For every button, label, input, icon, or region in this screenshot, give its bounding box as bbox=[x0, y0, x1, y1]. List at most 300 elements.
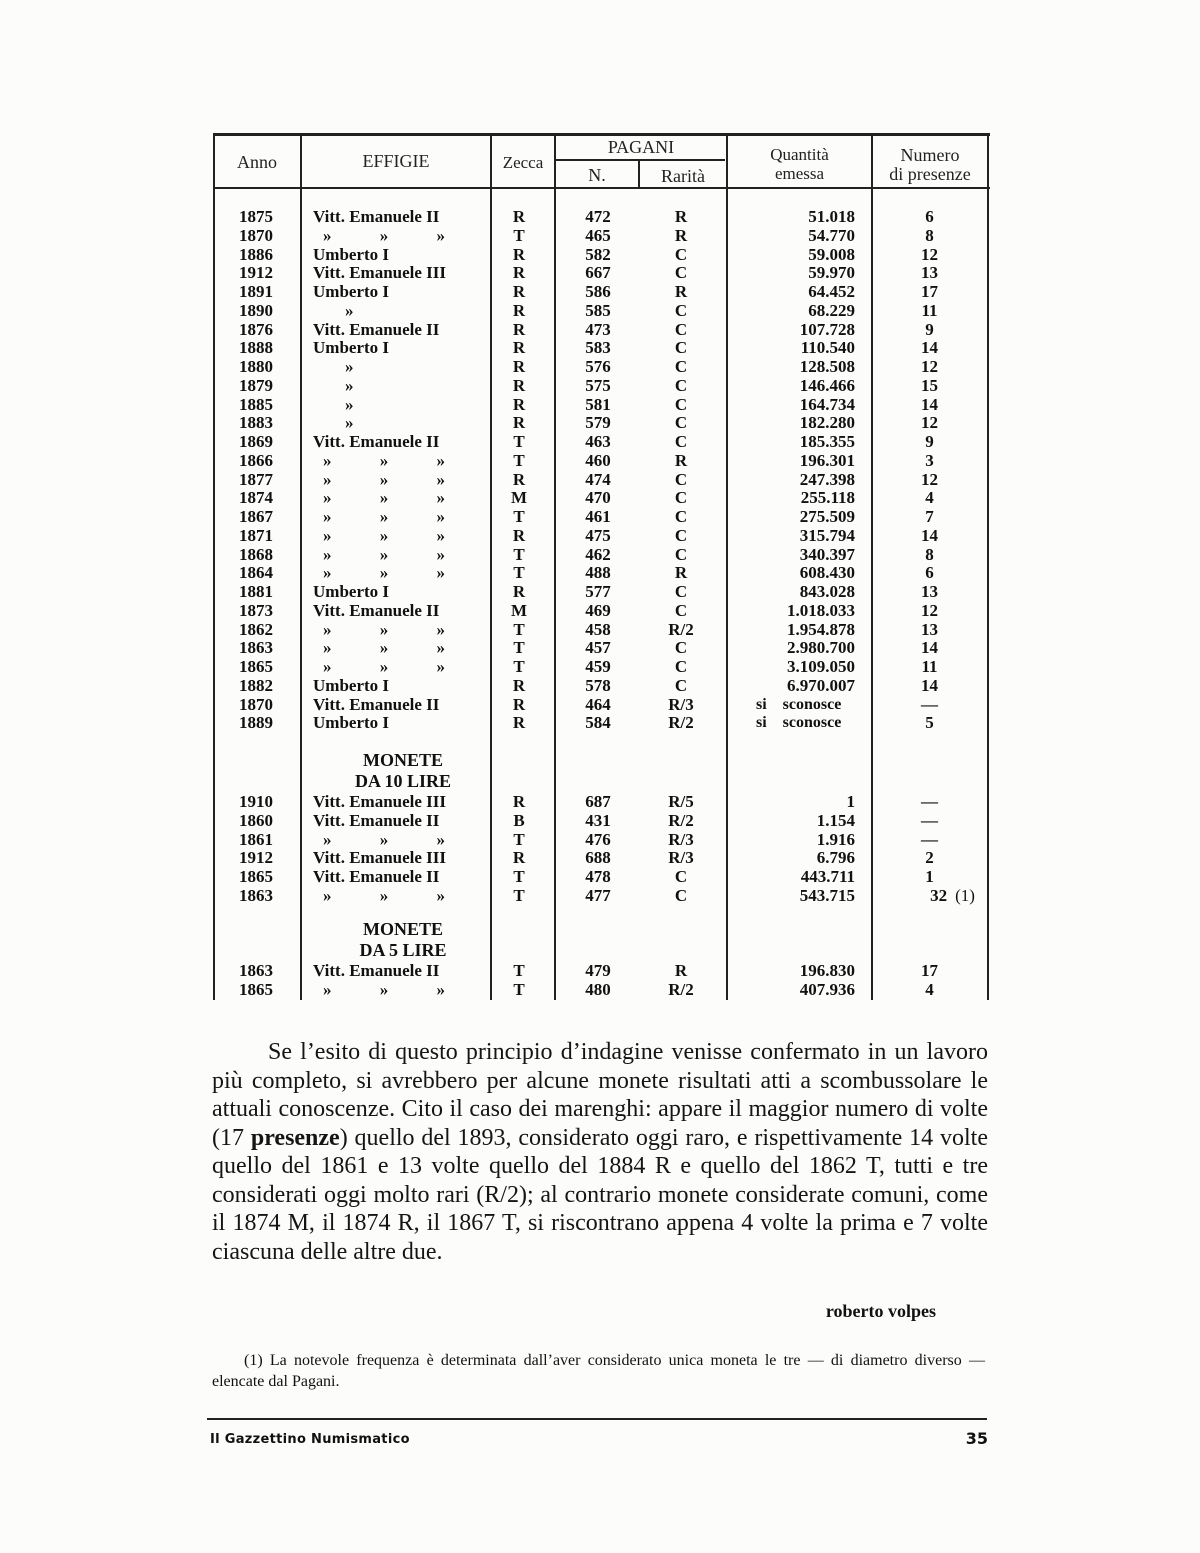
cell-quantita: 255.118 bbox=[800, 488, 855, 508]
table-row bbox=[213, 488, 990, 507]
cell-pagani-n: 469 bbox=[585, 600, 611, 620]
cell-rarita: R bbox=[674, 225, 688, 245]
table-row bbox=[213, 657, 990, 676]
cell-zecca: R bbox=[512, 244, 526, 264]
cell-anno: 1867 bbox=[239, 507, 273, 526]
table-row bbox=[213, 357, 990, 376]
cell-anno: 1864 bbox=[239, 563, 273, 583]
cell-effigie: » » » bbox=[323, 979, 445, 999]
cell-presenze bbox=[873, 301, 986, 320]
cell-quantita: 340.397 bbox=[799, 544, 855, 564]
cell-effigie: » » » bbox=[323, 619, 445, 639]
cell-presenze-value: 14 bbox=[921, 675, 938, 695]
cell-pagani-n: 472 bbox=[585, 207, 611, 226]
cell-effigie: Vitt. Emanuele II bbox=[313, 207, 440, 226]
table-row bbox=[213, 830, 990, 849]
cell-presenze bbox=[873, 582, 986, 601]
cell-zecca: T bbox=[513, 619, 525, 639]
cell-pagani-n: 479 bbox=[585, 961, 611, 980]
cell-anno: 1910 bbox=[239, 792, 273, 811]
header-rarita: Rarità bbox=[661, 166, 705, 186]
cell-anno: 1890 bbox=[239, 300, 273, 320]
table-row bbox=[213, 620, 990, 639]
table-row bbox=[213, 226, 990, 245]
cell-rarita: R/2 bbox=[668, 979, 694, 999]
cell-rarita: C bbox=[674, 375, 688, 395]
header-effigie: EFFIGIE bbox=[362, 151, 430, 171]
cell-rarita: R/2 bbox=[668, 810, 694, 830]
cell-zecca: R bbox=[512, 469, 526, 489]
table-row bbox=[213, 395, 990, 414]
cell-anno: 1883 bbox=[239, 413, 273, 433]
cell-presenze bbox=[873, 695, 986, 714]
table-row bbox=[213, 713, 990, 732]
cell-presenze bbox=[873, 507, 986, 526]
cell-rarita: C bbox=[674, 885, 688, 905]
cell-zecca: T bbox=[513, 867, 525, 886]
table-row bbox=[213, 886, 990, 905]
cell-anno: 1862 bbox=[239, 619, 273, 639]
header-quantita-line2: emessa bbox=[774, 164, 825, 183]
cell-presenze bbox=[873, 620, 986, 639]
table-row bbox=[213, 695, 990, 714]
cell-quantita: 128.508 bbox=[799, 357, 855, 376]
header-zecca: Zecca bbox=[502, 153, 544, 172]
cell-quantita: 3.109.050 bbox=[787, 657, 855, 676]
cell-presenze-value: 12 bbox=[921, 469, 938, 489]
cell-quantita: 6.970.007 bbox=[787, 675, 855, 695]
table-row bbox=[213, 507, 990, 526]
cell-zecca: T bbox=[513, 961, 525, 980]
cell-zecca: T bbox=[513, 450, 525, 470]
table-row bbox=[213, 301, 990, 320]
table-row bbox=[213, 470, 990, 489]
cell-pagani-n: 473 bbox=[585, 319, 611, 339]
cell-pagani-n: 581 bbox=[585, 394, 611, 414]
cell-quantita: 59.970 bbox=[808, 263, 855, 283]
cell-quantita: 315.794 bbox=[799, 525, 855, 545]
cell-presenze-value: 12 bbox=[921, 357, 938, 376]
cell-presenze-value: 1 bbox=[925, 867, 934, 886]
cell-zecca: T bbox=[513, 638, 525, 658]
cell-presenze-value: 13 bbox=[921, 582, 938, 601]
table-row bbox=[213, 263, 990, 282]
footnote-text: (1) La notevole frequenza è determinata dall’aver considerato unica moneta le tre — di diametro diverso — elencate dal Pagani. bbox=[212, 1352, 985, 1390]
cell-zecca: R bbox=[512, 207, 526, 226]
cell-pagani-n: 431 bbox=[585, 810, 611, 830]
cell-presenze bbox=[873, 395, 986, 414]
cell-anno: 1860 bbox=[239, 810, 273, 830]
cell-presenze-value: 13 bbox=[921, 263, 938, 283]
cell-effigie: Vitt. Emanuele II bbox=[313, 432, 440, 451]
cell-effigie: Umberto I bbox=[313, 713, 390, 733]
cell-rarita: C bbox=[674, 244, 688, 264]
cell-zecca: T bbox=[513, 979, 525, 999]
cell-pagani-n: 459 bbox=[585, 657, 611, 676]
body-paragraph bbox=[212, 1038, 988, 1266]
cell-pagani-n: 687 bbox=[585, 792, 611, 811]
cell-quantita: 146.466 bbox=[799, 375, 855, 395]
header-anno: Anno bbox=[237, 152, 277, 172]
table-row bbox=[213, 961, 990, 980]
cell-effigie: » » » bbox=[323, 488, 445, 508]
cell-zecca: R bbox=[512, 525, 526, 545]
cell-pagani-n: 478 bbox=[585, 867, 611, 886]
cell-pagani-n: 470 bbox=[585, 488, 611, 508]
cell-anno: 1863 bbox=[239, 885, 273, 905]
cell-effigie: » » » bbox=[323, 525, 445, 545]
cell-effigie: Umberto I bbox=[313, 338, 390, 358]
cell-pagani-n: 477 bbox=[585, 885, 611, 905]
cell-zecca: R bbox=[512, 713, 526, 733]
cell-rarita: C bbox=[674, 469, 688, 489]
cell-presenze-value: 4 bbox=[925, 979, 934, 999]
cell-pagani-n: 475 bbox=[585, 525, 611, 545]
cell-presenze-value: 8 bbox=[925, 225, 934, 245]
pagani-rule bbox=[555, 159, 725, 161]
cell-rarita: C bbox=[674, 488, 688, 508]
cell-presenze bbox=[873, 470, 986, 489]
cell-rarita: R bbox=[674, 207, 688, 226]
cell-presenze bbox=[873, 526, 986, 545]
cell-effigie: Umberto I bbox=[313, 582, 390, 601]
cell-rarita: C bbox=[674, 867, 688, 886]
cell-rarita: R/2 bbox=[668, 619, 694, 639]
cell-presenze bbox=[873, 263, 986, 282]
cell-pagani-n: 585 bbox=[585, 300, 611, 320]
cell-effigie: Umberto I bbox=[313, 675, 390, 695]
cell-anno: 1877 bbox=[239, 469, 273, 489]
table-header-bottom-rule bbox=[213, 187, 990, 189]
cell-presenze bbox=[873, 376, 986, 395]
table-row bbox=[213, 526, 990, 545]
table-row bbox=[213, 811, 990, 830]
cell-rarita: C bbox=[674, 432, 688, 451]
cell-presenze-value: 11 bbox=[921, 300, 938, 320]
cell-effigie: » bbox=[345, 394, 354, 414]
cell-presenze bbox=[873, 338, 986, 357]
header-numero-line2: di presenze bbox=[889, 164, 971, 184]
cell-quantita: 543.715 bbox=[799, 885, 855, 905]
cell-presenze-value: 14 bbox=[921, 338, 938, 358]
cell-presenze-value: 32 bbox=[930, 885, 948, 905]
table-row bbox=[213, 282, 990, 301]
coin-table bbox=[213, 133, 990, 1000]
section-title-10-lire-line2: DA 10 LIRE bbox=[354, 771, 452, 791]
cell-quantita: 608.430 bbox=[799, 563, 855, 583]
table-row bbox=[213, 451, 990, 470]
footnote-marker: (1) bbox=[955, 885, 975, 905]
cell-rarita: C bbox=[674, 319, 688, 339]
cell-pagani-n: 464 bbox=[585, 694, 611, 714]
cell-zecca: R bbox=[512, 357, 526, 376]
cell-quantita: si sconosce bbox=[756, 714, 842, 732]
cell-presenze bbox=[873, 432, 986, 451]
cell-effigie: Vitt. Emanuele II bbox=[313, 867, 440, 886]
paragraph-part-2: ) quello del 1893, considerato oggi raro, e rispettivamente 14 volte quello del 1861 e 13 volte quello del 1884 R e quello del 1862 T, tutti e tre considerati oggi molto rari (R/2); al contrario monete considerate comuni, come il 1874 M, il 1874 R, il 1867 T, si riscontrano appena 4 volte la prima e 7 volte ciascuna delle altre due. bbox=[212, 1124, 988, 1265]
cell-effigie: » bbox=[345, 413, 354, 433]
cell-presenze-value: 12 bbox=[921, 244, 938, 264]
cell-anno: 1871 bbox=[239, 525, 273, 545]
cell-presenze-value: 9 bbox=[925, 319, 934, 339]
cell-presenze bbox=[873, 545, 986, 564]
cell-pagani-n: 586 bbox=[585, 282, 611, 301]
header-quantita-line1: Quantità bbox=[770, 145, 829, 164]
cell-zecca: B bbox=[513, 810, 525, 830]
cell-effigie: » bbox=[345, 300, 354, 320]
cell-pagani-n: 458 bbox=[585, 619, 611, 639]
cell-presenze-value: 5 bbox=[925, 713, 934, 733]
cell-anno: 1889 bbox=[239, 713, 273, 733]
cell-zecca: R bbox=[512, 282, 526, 301]
cell-pagani-n: 579 bbox=[585, 413, 611, 433]
cell-presenze-value: 4 bbox=[925, 488, 934, 508]
cell-zecca: M bbox=[510, 600, 528, 620]
cell-pagani-n: 583 bbox=[585, 338, 611, 358]
cell-anno: 1868 bbox=[239, 544, 273, 564]
cell-presenze bbox=[873, 638, 986, 657]
footnote bbox=[212, 1350, 985, 1392]
cell-effigie: Vitt. Emanuele II bbox=[313, 319, 440, 339]
cell-presenze bbox=[873, 320, 986, 339]
cell-presenze bbox=[873, 830, 986, 849]
cell-quantita: 107.728 bbox=[799, 319, 855, 339]
cell-anno: 1873 bbox=[239, 600, 273, 620]
cell-presenze bbox=[873, 413, 986, 432]
cell-pagani-n: 488 bbox=[585, 563, 611, 583]
cell-quantita: 247.398 bbox=[799, 469, 855, 489]
cell-zecca: T bbox=[513, 657, 525, 676]
cell-effigie: » » » bbox=[323, 544, 445, 564]
cell-anno: 1879 bbox=[239, 375, 273, 395]
cell-pagani-n: 462 bbox=[585, 544, 611, 564]
cell-anno: 1869 bbox=[239, 432, 273, 451]
cell-presenze bbox=[873, 867, 986, 886]
cell-zecca: T bbox=[513, 544, 525, 564]
cell-rarita: C bbox=[674, 394, 688, 414]
cell-presenze bbox=[873, 792, 986, 811]
cell-anno: 1888 bbox=[239, 338, 273, 358]
table-row bbox=[213, 413, 990, 432]
cell-quantita: 1 bbox=[846, 792, 855, 811]
cell-zecca: R bbox=[512, 582, 526, 601]
cell-presenze bbox=[896, 886, 1009, 905]
cell-presenze bbox=[873, 451, 986, 470]
cell-effigie: » » » bbox=[323, 657, 445, 676]
cell-pagani-n: 465 bbox=[585, 225, 611, 245]
cell-quantita: 182.280 bbox=[799, 413, 855, 433]
cell-presenze-value: 14 bbox=[921, 638, 938, 658]
cell-anno: 1863 bbox=[239, 638, 273, 658]
cell-effigie: » » » bbox=[323, 507, 445, 526]
cell-effigie: Vitt. Emanuele II bbox=[313, 694, 440, 714]
section-title-10-lire-line1: MONETE bbox=[362, 750, 443, 770]
table-row bbox=[213, 376, 990, 395]
cell-anno: 1882 bbox=[239, 675, 273, 695]
cell-pagani-n: 576 bbox=[585, 357, 611, 376]
cell-presenze bbox=[873, 961, 986, 980]
cell-quantita: 275.509 bbox=[799, 507, 855, 526]
cell-pagani-n: 667 bbox=[585, 263, 611, 283]
cell-anno: 1870 bbox=[239, 694, 273, 714]
cell-effigie: » » » bbox=[323, 450, 445, 470]
table-row bbox=[213, 338, 990, 357]
cell-pagani-n: 578 bbox=[585, 675, 611, 695]
header-numero-line1: Numero bbox=[900, 145, 960, 165]
cell-rarita: C bbox=[674, 263, 688, 283]
cell-effigie: Umberto I bbox=[313, 282, 390, 301]
cell-presenze-value: — bbox=[921, 694, 938, 714]
cell-rarita: C bbox=[674, 413, 688, 433]
cell-effigie: » » » bbox=[323, 225, 445, 245]
cell-anno: 1865 bbox=[239, 979, 273, 999]
table-row bbox=[213, 792, 990, 811]
cell-anno: 1881 bbox=[239, 582, 273, 601]
cell-rarita: C bbox=[674, 600, 688, 620]
cell-rarita: C bbox=[674, 544, 688, 564]
cell-pagani-n: 480 bbox=[585, 979, 611, 999]
cell-rarita: C bbox=[674, 582, 688, 601]
cell-anno: 1891 bbox=[239, 282, 273, 301]
cell-rarita: R bbox=[674, 961, 688, 980]
cell-effigie: Vitt. Emanuele III bbox=[313, 263, 447, 283]
table-row bbox=[213, 676, 990, 695]
cell-effigie: Vitt. Emanuele III bbox=[313, 848, 447, 868]
cell-zecca: R bbox=[512, 300, 526, 320]
cell-presenze bbox=[873, 282, 986, 301]
cell-zecca: T bbox=[513, 829, 525, 849]
cell-zecca: R bbox=[512, 375, 526, 395]
cell-presenze bbox=[873, 207, 986, 226]
author-signature: roberto volpes bbox=[825, 1301, 936, 1321]
cell-presenze-value: 6 bbox=[925, 563, 934, 583]
cell-anno: 1912 bbox=[239, 848, 273, 868]
cell-presenze-value: 12 bbox=[921, 600, 938, 620]
cell-presenze-value: 6 bbox=[925, 207, 934, 226]
cell-anno: 1870 bbox=[239, 225, 273, 245]
cell-zecca: R bbox=[512, 263, 526, 283]
cell-quantita: 185.355 bbox=[799, 432, 855, 451]
cell-presenze bbox=[873, 811, 986, 830]
table-row bbox=[213, 867, 990, 886]
cell-presenze-value: — bbox=[921, 792, 938, 811]
cell-pagani-n: 457 bbox=[585, 638, 611, 658]
cell-rarita: C bbox=[674, 657, 688, 676]
cell-anno: 1863 bbox=[239, 961, 273, 980]
table-row bbox=[213, 320, 990, 339]
cell-rarita: C bbox=[674, 300, 688, 320]
cell-presenze bbox=[873, 245, 986, 264]
cell-anno: 1874 bbox=[239, 488, 273, 508]
cell-effigie: » bbox=[345, 357, 354, 376]
cell-rarita: R/2 bbox=[668, 713, 694, 733]
cell-zecca: R bbox=[512, 694, 526, 714]
table-top-rule bbox=[213, 133, 990, 136]
cell-presenze-value: — bbox=[921, 810, 938, 830]
table-row bbox=[213, 432, 990, 451]
cell-rarita: R/3 bbox=[668, 694, 694, 714]
cell-presenze bbox=[873, 848, 986, 867]
header-pagani: PAGANI bbox=[607, 137, 675, 157]
footer-rule bbox=[207, 1418, 987, 1420]
cell-zecca: R bbox=[512, 413, 526, 433]
cell-quantita: si sconosce bbox=[756, 695, 842, 713]
cell-effigie: Vitt. Emanuele III bbox=[313, 792, 447, 811]
table-row bbox=[213, 601, 990, 620]
cell-quantita: 64.452 bbox=[808, 282, 855, 301]
cell-presenze-value: 17 bbox=[921, 961, 938, 980]
cell-presenze-value: — bbox=[921, 829, 938, 849]
cell-quantita: 110.540 bbox=[800, 338, 855, 358]
cell-zecca: T bbox=[513, 507, 525, 526]
cell-presenze bbox=[873, 657, 986, 676]
cell-pagani-n: 577 bbox=[585, 582, 611, 601]
cell-anno: 1866 bbox=[239, 450, 273, 470]
cell-presenze-value: 8 bbox=[925, 544, 934, 564]
cell-quantita: 2.980.700 bbox=[787, 638, 855, 658]
cell-rarita: C bbox=[674, 525, 688, 545]
cell-pagani-n: 688 bbox=[585, 848, 611, 868]
cell-zecca: T bbox=[513, 432, 525, 451]
cell-anno: 1861 bbox=[239, 829, 273, 849]
cell-pagani-n: 476 bbox=[585, 829, 611, 849]
cell-presenze-value: 17 bbox=[921, 282, 938, 301]
cell-quantita: 1.954.878 bbox=[787, 619, 855, 639]
cell-pagani-n: 461 bbox=[585, 507, 611, 526]
cell-rarita: C bbox=[674, 338, 688, 358]
cell-zecca: R bbox=[512, 338, 526, 358]
paragraph-bold-word: presenze bbox=[250, 1124, 340, 1151]
cell-quantita: 51.018 bbox=[808, 207, 855, 226]
cell-pagani-n: 474 bbox=[585, 469, 611, 489]
cell-effigie: Umberto I bbox=[313, 244, 390, 264]
table-row bbox=[213, 245, 990, 264]
cell-zecca: T bbox=[513, 885, 525, 905]
cell-presenze-value: 3 bbox=[925, 450, 934, 470]
cell-presenze-value: 11 bbox=[921, 657, 938, 676]
cell-presenze-value: 12 bbox=[921, 413, 938, 433]
cell-effigie: Vitt. Emanuele II bbox=[313, 961, 440, 980]
cell-anno: 1865 bbox=[239, 657, 273, 676]
cell-presenze-value: 9 bbox=[925, 432, 934, 451]
cell-presenze-value: 13 bbox=[921, 619, 938, 639]
cell-presenze-value: 7 bbox=[925, 507, 934, 526]
cell-presenze bbox=[873, 357, 986, 376]
table-row bbox=[213, 582, 990, 601]
cell-presenze bbox=[873, 226, 986, 245]
cell-effigie: » » » bbox=[323, 829, 445, 849]
cell-presenze bbox=[873, 601, 986, 620]
cell-quantita: 1.018.033 bbox=[787, 600, 855, 620]
cell-quantita: 54.770 bbox=[808, 225, 855, 245]
cell-anno: 1880 bbox=[239, 357, 273, 376]
page-number: 35 bbox=[965, 1429, 988, 1448]
cell-effigie: » » » bbox=[323, 563, 445, 583]
cell-zecca: R bbox=[512, 675, 526, 695]
cell-pagani-n: 575 bbox=[585, 375, 611, 395]
cell-effigie: » bbox=[345, 375, 354, 395]
cell-pagani-n: 463 bbox=[585, 432, 611, 451]
cell-rarita: R/5 bbox=[668, 792, 694, 811]
cell-zecca: R bbox=[512, 792, 526, 811]
cell-effigie: » » » bbox=[323, 885, 445, 905]
section-title-5-lire-line1: MONETE bbox=[362, 919, 443, 939]
cell-anno: 1886 bbox=[239, 244, 273, 264]
cell-rarita: R bbox=[674, 450, 688, 470]
cell-presenze bbox=[873, 713, 986, 732]
cell-zecca: R bbox=[512, 319, 526, 339]
cell-presenze-value: 14 bbox=[921, 525, 938, 545]
